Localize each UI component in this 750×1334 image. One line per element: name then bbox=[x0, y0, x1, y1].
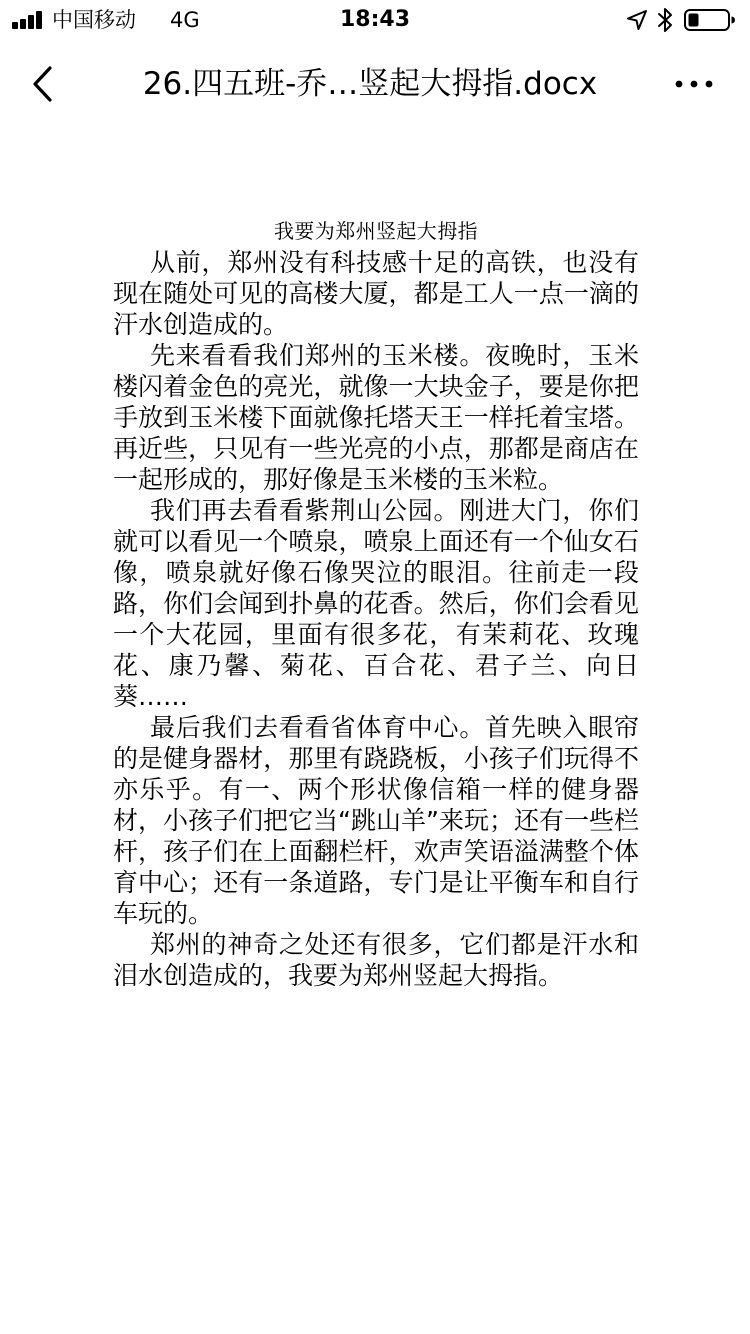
ellipsis-icon bbox=[670, 62, 718, 106]
document-paragraph: 从前，郑州没有科技感十足的高铁，也没有现在随处可见的高楼大厦，都是工人一点一滴的汗水创造成的。 bbox=[113, 248, 639, 339]
document-paragraph: 先来看看我们郑州的玉米楼。夜晚时，玉米楼闪着金色的亮光，就像一大块金子，要是你把手放到玉米楼下面就像托塔天王一样托着宝塔。再近些，只见有一些光亮的小点，那都是商店在一起形成的，那好像是玉米楼的玉米粒。 bbox=[113, 341, 639, 494]
bluetooth-icon bbox=[657, 7, 673, 33]
network-type: 4G bbox=[170, 8, 200, 32]
location-arrow-icon bbox=[626, 9, 648, 31]
page-title: 26.四五班-乔…竖起大拇指.docx bbox=[142, 66, 598, 102]
carrier-name: 中国移动 bbox=[52, 8, 136, 32]
chevron-left-icon bbox=[22, 62, 66, 106]
nav-bar bbox=[0, 40, 750, 128]
back-button[interactable] bbox=[22, 62, 66, 106]
document-paragraph: 郑州的神奇之处还有很多，它们都是汗水和泪水创造成的，我要为郑州竖起大拇指。 bbox=[113, 930, 639, 990]
battery-icon bbox=[684, 9, 736, 31]
document-content bbox=[113, 215, 639, 991]
more-button[interactable] bbox=[670, 62, 718, 106]
document-paragraph: 最后我们去看看省体育中心。首先映入眼帘的是健身器材，那里有跷跷板，小孩子们玩得不亦乐乎。有一、两个形状像信箱一样的健身器材，小孩子们把它当“跳山羊”来玩；还有一些栏杆，孩子们在上面翻栏杆，欢声笑语溢满整个体育中心；还有一条道路，专门是让平衡车和自行车玩的。 bbox=[113, 713, 639, 928]
status-bar bbox=[0, 0, 750, 40]
document-paragraph: 我们再去看看紫荆山公园。刚进大门，你们就可以看见一个喷泉，喷泉上面还有一个仙女石像，喷泉就好像石像哭泣的眼泪。往前走一段路，你们会闻到扑鼻的花香。然后，你们会看见一个大花园，里面有很多花，有茉莉花、玫瑰花、康乃馨、菊花、百合花、君子兰、向日葵…… bbox=[113, 496, 639, 711]
status-time: 18:43 bbox=[339, 7, 411, 32]
document-title: 我要为郑州竖起大拇指 bbox=[274, 219, 478, 243]
